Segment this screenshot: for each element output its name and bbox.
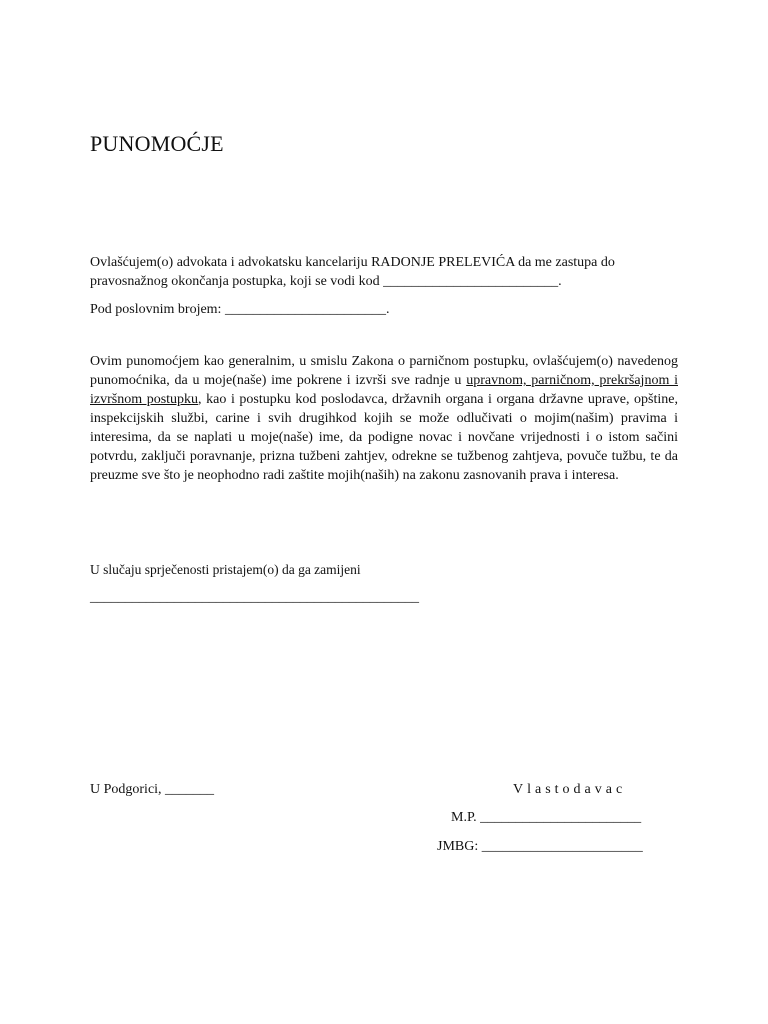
substitute-blank-line: _______________________________________________ <box>90 590 419 605</box>
seal-signature-line: M.P. _______________________ <box>451 810 642 825</box>
powers-paragraph <box>90 352 678 485</box>
substitution-paragraph: U slučaju sprječenosti pristajem(o) da ga zamijeni <box>90 562 361 577</box>
powers-text-end: , kao i postupku kod poslodavca, državnih organa i organa državne uprave, opštine, inspekcijskih službi, carine i svih drugihkod kojih se može odlučivati o mojim(našim) pravima i interesima, da se naplati u moje(naše) ime, da podigne novac i novčane vrijednosti i o istom sačini potvrdu, zaključi poravnanje, prizna tužbeni zahtjev, odrekne se tužbenog zahtjeva, povuče tužbu, te da preuzme sve što je neophodno radi zaštite mojih(naših) na zakonu zasnovanih prava i interesa. <box>90 392 678 483</box>
authorization-paragraph: Ovlašćujem(o) advokata i advokatsku kancelariju RADONJE PRELEVIĆA da me zastupa do pravosnažnog okončanja postupka, koji se vodi kod _________________________. <box>90 255 615 289</box>
jmbg-line: JMBG: _______________________ <box>437 839 643 854</box>
case-number-paragraph: Pod poslovnim brojem: _______________________. <box>90 302 390 317</box>
place-date-line: U Podgorici, _______ <box>90 782 215 797</box>
proceedings-underlined-text: upravnom, parničnom, prekršajnom i izvršnom postupku <box>90 373 678 407</box>
document-title: PUNOMOĆJE <box>90 131 224 156</box>
powers-text-start: Ovim punomoćjem kao generalnim, u smislu Zakona o parničnom postupku, ovlašćujem(o) navedenog punomoćnika, da u moje(naše) ime pokrene i izvrši sve radnje u <box>90 354 678 388</box>
grantor-label: Vlastodavac <box>513 782 627 797</box>
